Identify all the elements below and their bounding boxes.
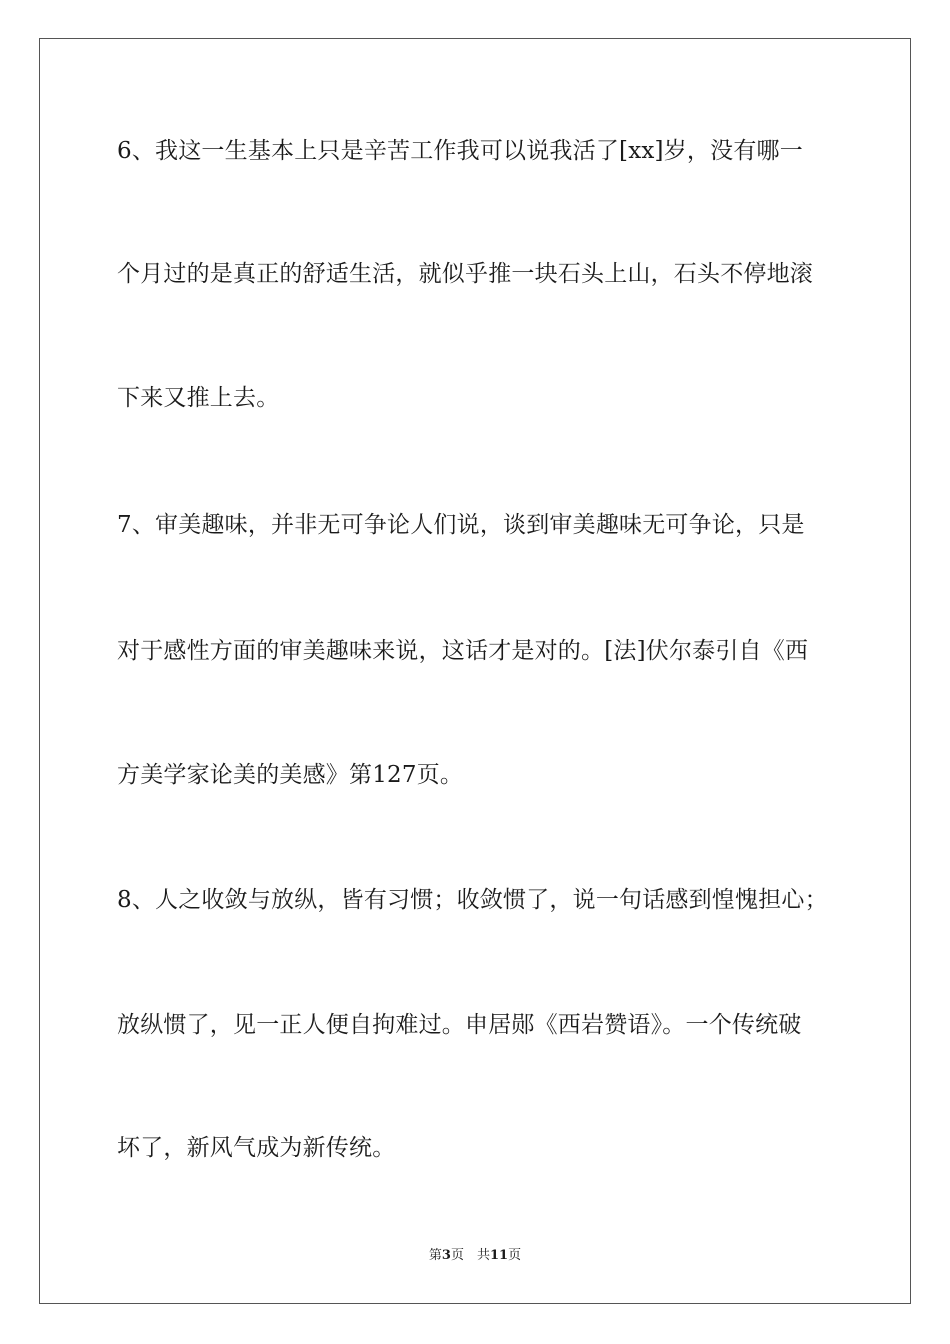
text-line-2: 个月过的是真正的舒适生活，就似乎推一块石头上山，石头不停地滚 [117, 261, 813, 287]
text-line-3: 下来又推上去。 [117, 385, 280, 411]
text-line-6: 方美学家论美的美感》第127页。 [117, 762, 464, 788]
text-line-7: 8、人之收敛与放纵，皆有习惯；收敛惯了，说一句话感到惶愧担心； [117, 887, 828, 913]
page-footer [0, 1247, 950, 1265]
text-line-4: 7、审美趣味，并非无可争论人们说，谈到审美趣味无可争论，只是 [117, 512, 805, 538]
footer-suffix: 页 [508, 1248, 522, 1263]
page-frame [39, 38, 911, 1304]
footer-total-pages: 11 [489, 1248, 509, 1263]
text-line-1: 6、我这一生基本上只是辛苦工作我可以说我活了[xx]岁，没有哪一 [117, 138, 803, 164]
text-line-8: 放纵惯了，见一正人便自拘难过。申居郧《西岩赞语》。一个传统破 [117, 1012, 802, 1038]
footer-middle: 页 共 [450, 1248, 490, 1263]
text-line-9: 坏了，新风气成为新传统。 [117, 1135, 396, 1161]
footer-page-number: 3 [441, 1248, 451, 1263]
footer-prefix: 第 [428, 1248, 442, 1263]
text-line-5: 对于感性方面的审美趣味来说，这话才是对的。[法]伏尔泰引自《西 [117, 638, 809, 664]
